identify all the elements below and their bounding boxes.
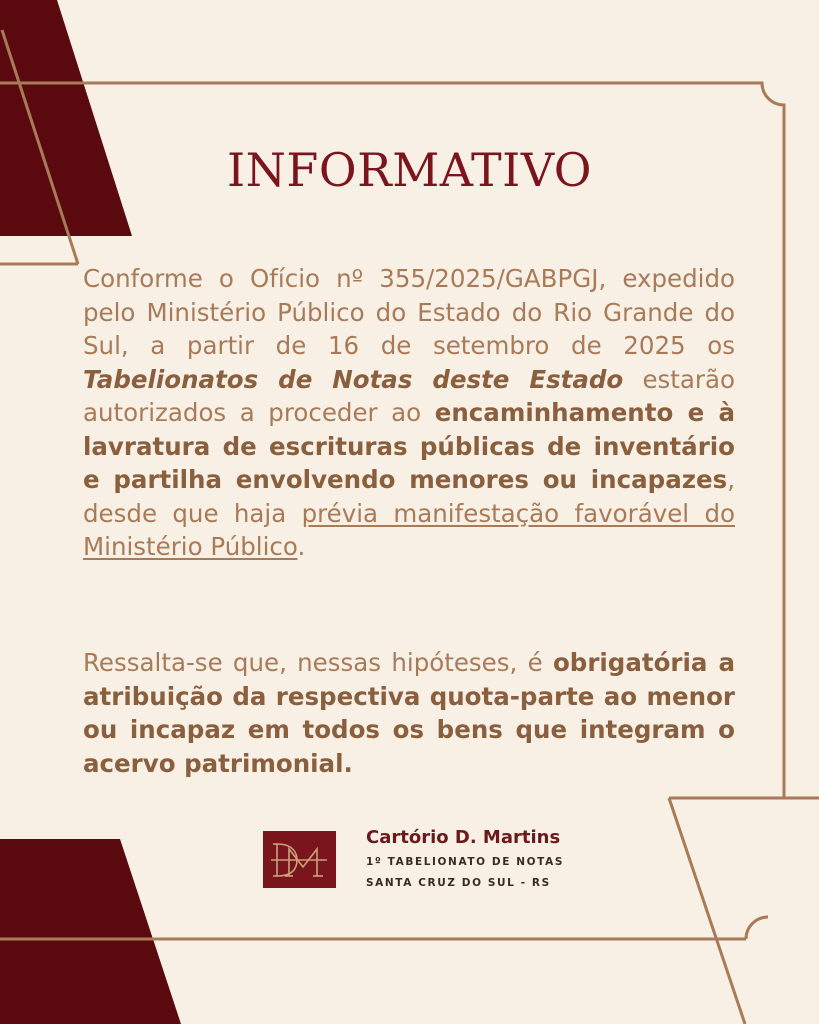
paragraph-text: , desde que haja [83,465,735,528]
frame-corner-curve [746,917,768,939]
paragraph-text: . [297,532,306,561]
paragraph-obligation [83,646,735,780]
paragraph-text: estarão autorizados a proceder ao [83,364,736,427]
underlined-requirement: prévia manifestação favorável do Ministério Público [83,498,735,561]
logo-monogram [263,831,336,888]
office-name: Cartório D. Martins [366,827,561,848]
highlight-encaminhamento: encaminhamento e à lavratura de escrituras públicas de inventário e partilha envolvendo menores ou incapazes [83,398,736,494]
highlight-tabelionatos: Tabelionatos de Notas deste Estado [83,364,624,394]
office-location: SANTA CRUZ DO SUL - RS [366,877,551,889]
paragraph-notice [83,262,735,564]
top-left-maroon-shape [0,0,132,236]
bottom-right-diagonal-line [669,798,745,1024]
paragraph-text: Ressalta-se que, nessas hipóteses, é [83,648,553,677]
highlight-obligation: obrigatória a atribuição da respectiva quota-parte ao menor ou incapaz em todos os bens que integram o acervo patrimonial. [83,648,735,778]
bottom-left-maroon-shape [0,839,181,1024]
page-title: INFORMATIVO [227,143,592,197]
office-subtitle: 1º TABELIONATO DE NOTAS [366,856,564,868]
paragraph-text: Conforme o Ofício nº 355/2025/GABPGJ, expedido pelo Ministério Público do Estado do Rio Grande do Sul, a partir de 16 de setembro de 2025 os [83,264,735,360]
